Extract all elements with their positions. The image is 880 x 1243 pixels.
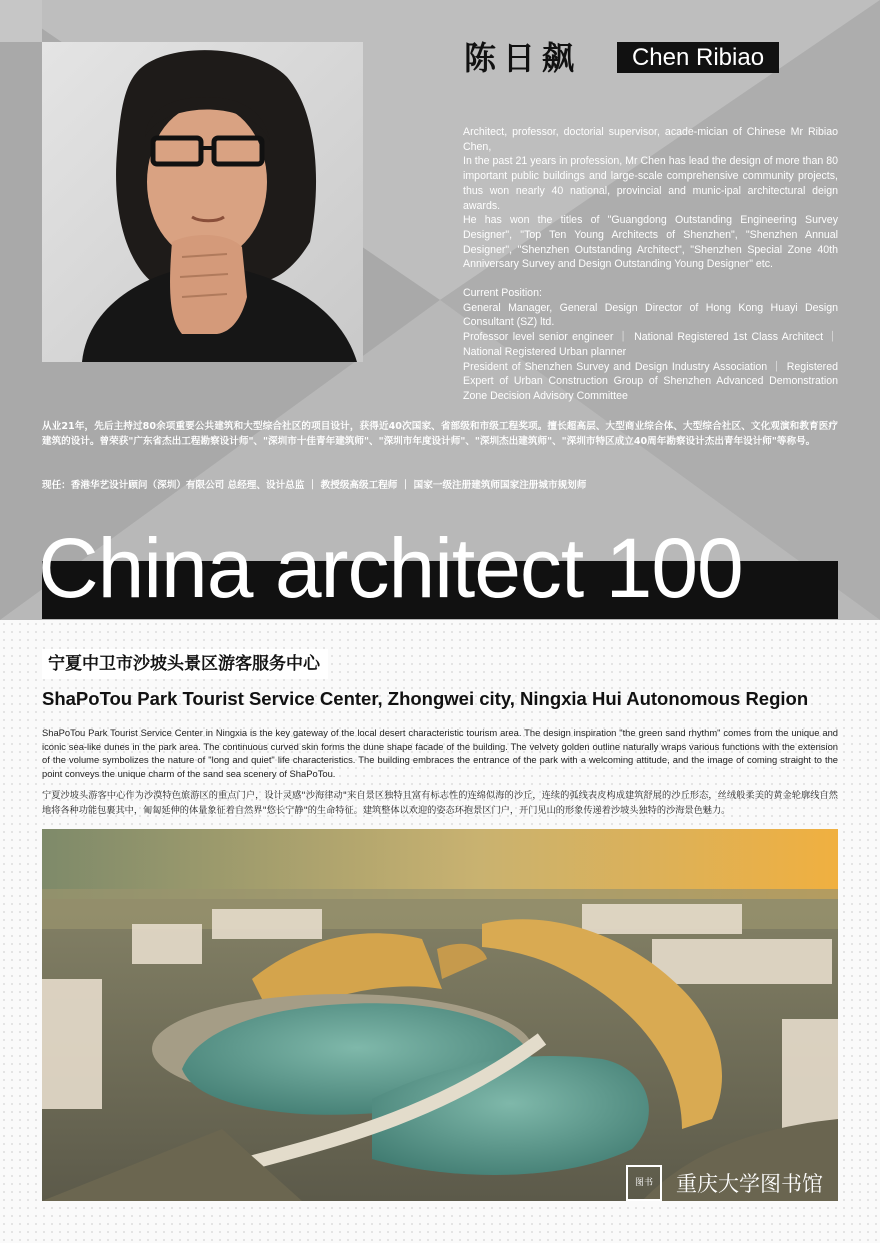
designer-name-en: Chen Ribiao (617, 42, 779, 73)
library-watermark: 重庆大学图书馆 (676, 1172, 823, 1196)
project-title-en: ShaPoTou Park Tourist Service Center, Zhongwei city, Ningxia Hui Autonomous Region (42, 688, 809, 709)
library-seal-icon: 图书 (626, 1165, 662, 1201)
project-aerial-photo (42, 829, 838, 1201)
banner (38, 520, 838, 620)
position-line: Professor level senior engineer ｜ National Registered 1st Class Architect ｜ National Registered Urban planner (463, 331, 838, 358)
position-line: General Manager, General Design Director of Hong Kong Huayi Design Consultant (SZ) ltd. (463, 301, 838, 329)
position-cn: 现任：香港华艺设计顾问（深圳）有限公司 总经理、设计总监 ｜ 教授级高级工程师 ｜ 国家一级注册建筑师国家注册城市规划师 (42, 480, 587, 491)
designer-name-cn: 陈日飙 (464, 39, 582, 77)
project-description-en: ShaPoTou Park Tourist Service Center in Ningxia is the key gateway of the local desert characteristic tourism area. The design inspiration "the green sand rhythm" comes from the unique and iconic sea-like dunes in the park area. The continuous curved skin forms the dune shape facade of the building. The velvety golden outline naturally wraps various functions with the extension of the volume symbolizes the nature of "long and quiet" life characteristics. The building embraces the entrance of the park with a welcoming attitude, and the image of coming straight to the point conveys the unique charm of the sand sea scenery of ShaPoTou. (42, 727, 838, 779)
project-title-cn: 宁夏中卫市沙坡头景区游客服务中心 (42, 649, 328, 679)
banner-text: China architect 100 (38, 521, 743, 615)
bio-paragraph: In the past 21 years in profession, Mr Chen has lead the design of more than 80 important public buildings and large-scale comprehensive community projects, thus won nearly 40 national, provincial and munic-ipal architectural deign awards. (463, 155, 838, 212)
bio-paragraph: He has won the titles of "Guangdong Outstanding Engineering Survey Designer", "Top Ten Young Architects of Shenzhen", "Shenzhen Annual Designer", "Shenzhen Outstanding Architect", "Shenzhen Special Zone 40th Anniversary Survey and Design Outstanding Young Designer" etc. (463, 214, 838, 271)
bio-cn: 从业21年，先后主持过80余项重要公共建筑和大型综合社区的项目设计，获得近40次国家、省部级和市级工程奖项。擅长超高层、大型商业综合体、大型综合社区、文化观演和教育医疗建筑的设计。曾荣获"广东省杰出工程勘察设计师"、"深圳市十佳青年建筑师"、"深圳市年度设计师"、"深圳杰出建筑师"、"深圳市特区成立40周年勘察设计杰出青年设计师"等称号。 (42, 421, 838, 447)
portrait-photo (42, 42, 363, 362)
position-heading: Current Position: (463, 287, 542, 300)
position-line: President of Shenzhen Survey and Design Industry Association ｜ Registered Expert of Urban Construction Group of Shenzhen Advanced Demonstration Zone Decision Advisory Committee (463, 360, 838, 402)
bio-en (463, 125, 838, 404)
bio-paragraph: Architect, professor, doctorial supervisor, acade-mician of Chinese Mr Ribiao Chen, (463, 126, 838, 153)
project-description-cn: 宁夏沙坡头游客中心作为沙漠特色旅游区的重点门户，设计灵感"沙海律动"来自景区独特且富有标志性的连绵似海的沙丘，连续的弧线表皮构成建筑舒展的沙丘形态，丝绒般柔美的黄金轮廓线自然地将各种功能包裹其中，匍匐延伸的体量象征着自然界"悠长宁静"的生命特征。建筑整体以欢迎的姿态环抱景区门户，开门见山的形象传递着沙坡头独特的沙海景色魅力。 (42, 790, 838, 816)
profile-section (0, 0, 880, 620)
